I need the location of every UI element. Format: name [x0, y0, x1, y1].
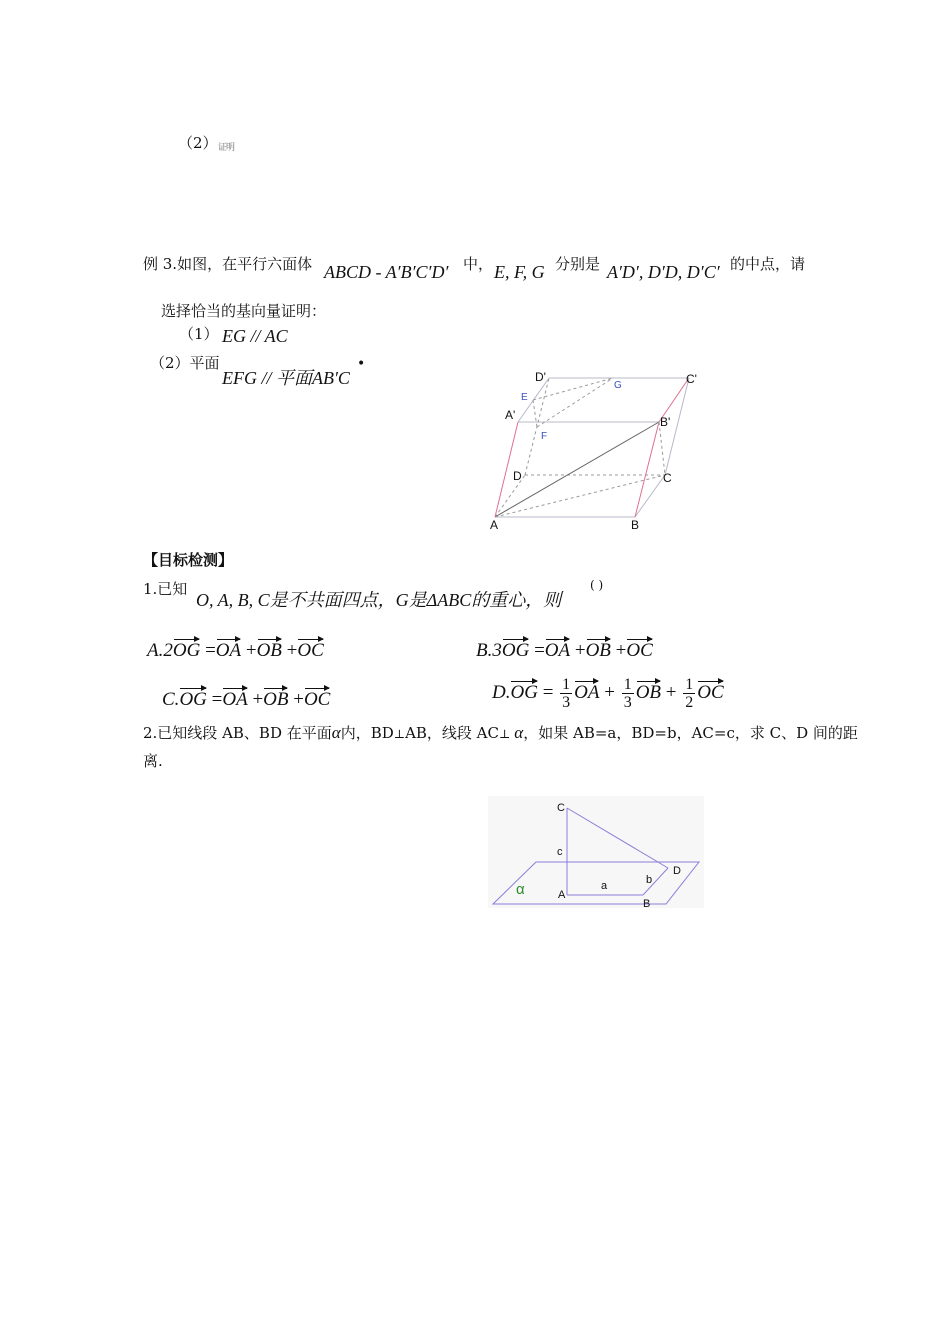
q1-option-a: A.2OG =OA +OB +OC [147, 640, 324, 661]
label-Bp: B' [660, 415, 671, 429]
parallelepiped-figure [485, 365, 705, 537]
edge-BC [635, 475, 665, 517]
label-E: E [521, 392, 528, 403]
label-a: a [601, 880, 608, 892]
q1-paren: ( ) [590, 578, 604, 592]
fragment-label: （2） [178, 134, 218, 152]
example3-suffix: 的中点，请 [730, 255, 806, 273]
example3-part2-end: • [357, 356, 366, 372]
label-Cp: C' [686, 372, 697, 386]
example3-part2-math: EFG // 平面AB′C [222, 368, 350, 388]
example3-mid2: 分别是 [555, 255, 601, 273]
distance-figure [488, 796, 704, 908]
example3-mid1: 中， [463, 255, 494, 273]
q1-prefix: 1.已知 [143, 580, 188, 598]
example3-part1-label: （1） [179, 325, 219, 343]
q1-option-d: D.OG = $\frac{1}{3}$ OA + $\frac{1}{3}$ OB + $\frac{1}{2}$ OC [492, 676, 724, 711]
segment-EF [533, 400, 537, 427]
segment-BpC [659, 422, 665, 475]
q2-line2: 离. [143, 752, 163, 770]
example3-prefix: 例 3.如图，在平行六面体 [143, 255, 313, 273]
label-B: B [643, 898, 651, 908]
label-G: G [614, 380, 622, 391]
label-D: D [513, 469, 522, 483]
label-B: B [631, 518, 640, 532]
section-title: 【目标检测】 [143, 551, 234, 569]
label-A: A [490, 518, 499, 532]
example3-solid: ABCD - A′B′C′D′ [324, 262, 449, 282]
label-Ap: A' [505, 408, 516, 422]
q1-option-b: B.3OG =OA +OB +OC [476, 640, 653, 661]
example3-part2-label: （2）平面 [150, 354, 220, 372]
segment-FG [537, 378, 613, 427]
example3-part1-math: EG // AC [222, 326, 288, 346]
fragment-glyphs: 证明 [218, 143, 235, 153]
label-c: c [557, 846, 563, 858]
label-A: A [558, 889, 566, 901]
label-C: C [557, 802, 565, 814]
example3-edges: A′D′, D′D, D′C′ [607, 262, 720, 282]
label-b: b [646, 874, 653, 886]
q1-option-c: C.OG =OA +OB +OC [162, 689, 331, 710]
label-Dp: D' [535, 370, 546, 384]
q2-line1: 2.已知线段 AB、BD 在平面α内，BD⊥AB，线段 AC⊥ α，如果 AB=a，BD=b，AC=c，求 C、D 间的距 [143, 723, 858, 742]
example3-points: E, F, G [494, 262, 545, 282]
label-D: D [673, 865, 681, 877]
label-F: F [541, 431, 548, 442]
edge-BBp [635, 422, 659, 517]
q1-stem: O, A, B, C是不共面四点，G是ΔABC的重心，则 [196, 590, 562, 610]
example3-line2: 选择恰当的基向量证明： [161, 302, 327, 320]
label-alpha: α [516, 881, 525, 898]
label-C: C [663, 471, 672, 485]
